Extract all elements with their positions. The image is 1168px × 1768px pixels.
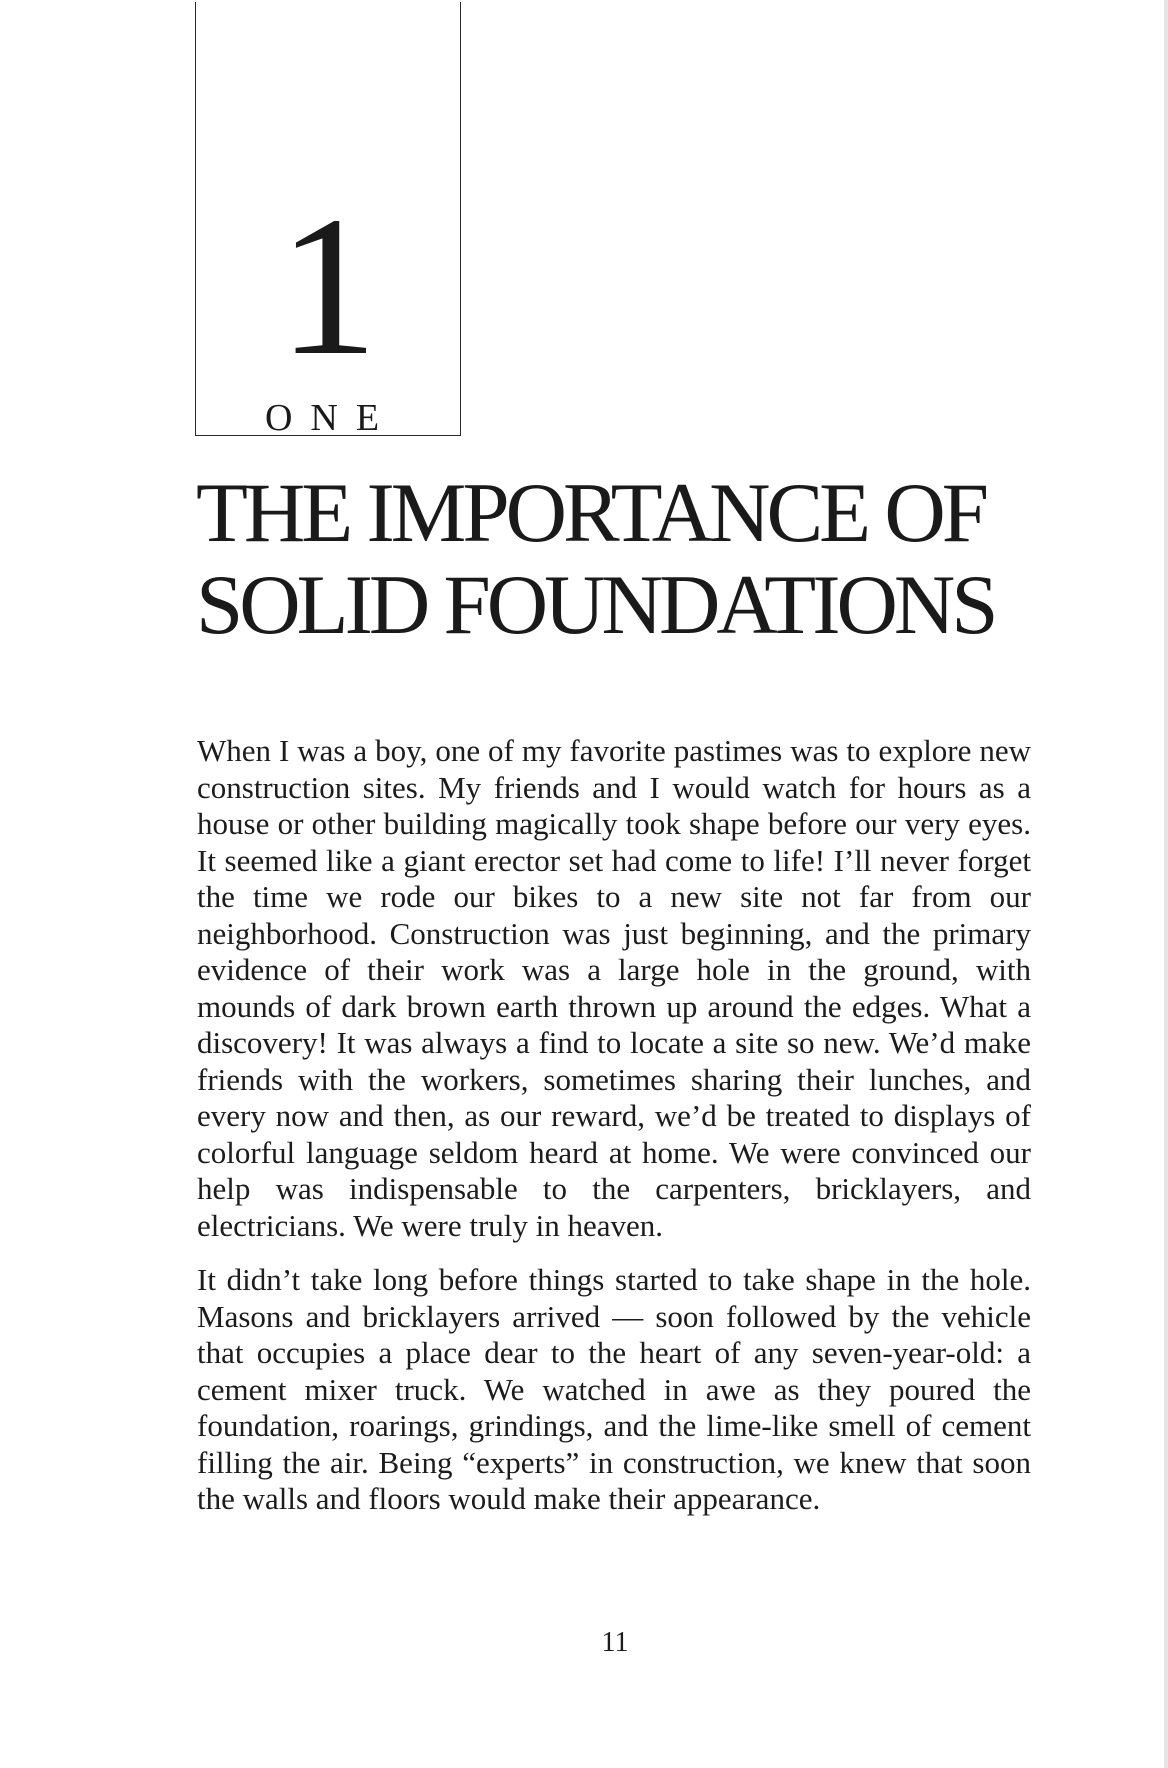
chapter-title-line-1: THE IMPORTANCE OF (196, 466, 986, 560)
paragraph: When I was a boy, one of my favorite pastimes was to explore new construction sites. My friends and I would watch for hours as a house or other building magically took shape before our very eyes. It seemed like a giant erector set had come to life! I’ll never forget the time we rode our bikes to a new site not far from our neighborhood. Construction was just beginning, and the primary evidence of their work was a large hole in the ground, with mounds of dark brown earth thrown up around the edges. What a discovery! It was always a find to locate a site so new. We’d make friends with the workers, sometimes sharing their lunches, and every now and then, as our reward, we’d be treated to displays of colorful language seldom heard at home. We were convinced our help was indispensable to the carpenters, bricklayers, and electricians. We were truly in heaven. (197, 733, 1031, 1243)
page-edge (1164, 0, 1168, 1768)
chapter-title-line-2: SOLID FOUNDATIONS (196, 558, 995, 652)
body-text (197, 733, 1031, 1536)
chapter-number-box (195, 2, 461, 439)
chapter-word: ONE (264, 397, 398, 439)
chapter-title (196, 467, 1046, 651)
paragraph: It didn’t take long before things started to take shape in the hole. Masons and bricklayers arrived — soon followed by the vehicle that occupies a place dear to the heart of any seven-year-old: a cement mixer truck. We watched in awe as they poured the foundation, roarings, grindings, and the lime-like smell of cement filling the air. Being “experts” in construction, we knew that soon the walls and floors would make their appearance. (197, 1262, 1031, 1516)
chapter-number: 1 (278, 176, 378, 397)
page-number: 11 (601, 1627, 629, 1658)
